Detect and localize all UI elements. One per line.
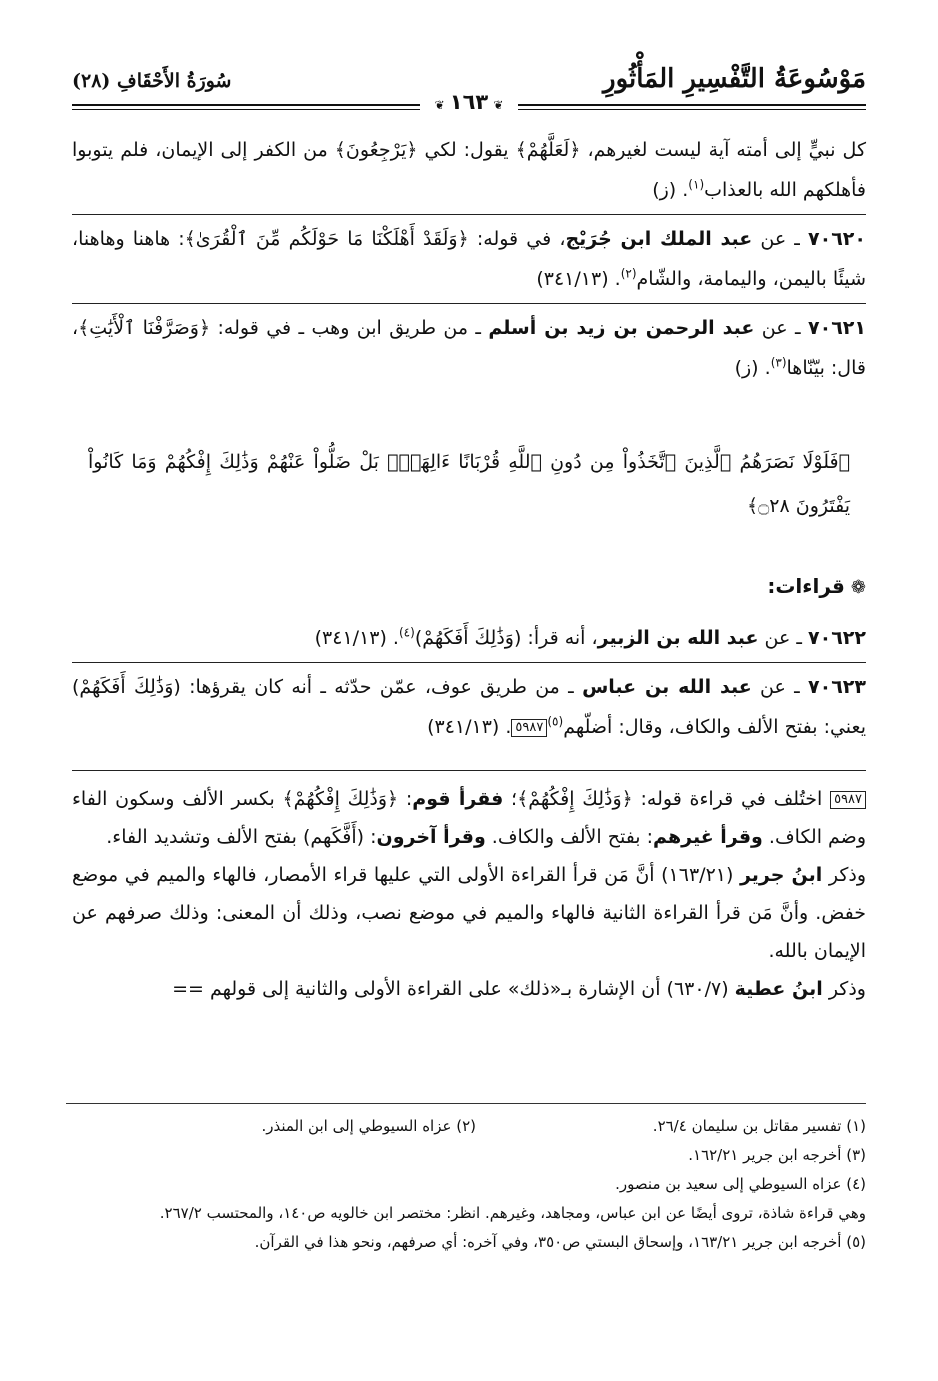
separator: [72, 303, 866, 304]
scholar-name: ابنُ عطية: [734, 978, 823, 1000]
quran-verse: ﴿فَلَوْلَا نَصَرَهُمُ ٱلَّذِينَ ٱتَّخَذُواْ مِن دُونِ ٱللَّهِ قُرْبَانًا ءَالِهَةَۢ بَلْ ضَلُّواْ عَنْهُمْ وَذَٰلِكَ إِفْكُهُمْ وَمَا كَانُواْ يَفْتَرُونَ ۝٢٨﴾: [88, 451, 850, 517]
footnote-ref[interactable]: (٤): [398, 625, 415, 640]
narrator-name: عبد الرحمن بن زيد بن أسلم: [488, 317, 755, 339]
narration-number: ٧٠٦٢٠: [808, 228, 866, 250]
footnote-5: (٥) أخرجه ابن جرير ١٦٣/٢١، وإسحاق البستي ص٣٥٠، وفي آخره: أي صرفهم، ونحو هذا في القرآن.: [254, 1233, 866, 1251]
footnote-rule: [66, 1103, 866, 1104]
narrator-name: عبد الله بن عباس: [582, 676, 752, 698]
section-heading: ❁قراءات:: [767, 574, 866, 598]
readings: [72, 618, 866, 747]
footnote-ref[interactable]: (٢): [620, 266, 637, 281]
commentary-paragraph-1: ٥٩٨٧ اختُلف في قراءة قوله: ﴿وَذَٰلِكَ إِفْكُهُمْ﴾؛ فقرأ قوم: ﴿وَذَٰلِكَ إِفْكُهُمْ﴾ بكسر الألف وسكون الفاء وضم الكاف. وقرأ غيرهم: بفتح الألف والكاف. وقرأ آخرون: (أَفَّكَهم) بفتح الألف وتشديد الفاء.: [72, 788, 866, 848]
paragraph-1: كل نبيٍّ إلى أمته آية ليست لغيرهم، ﴿لَعَلَّهُمْ﴾ يقول: لكي ﴿يَرْجِعُونَ﴾ من الكفر إلى الإيمان، فلم يتوبوا فأهلكهم الله بالعذاب$^{(١)}$. (ز): [72, 139, 866, 201]
narration-70621: ٧٠٦٢١ ـ عن عبد الرحمن بن زيد بن أسلم ـ من طريق ابن وهب ـ في قوله: ﴿وَصَرَّفْنَا ٱلْأَيَٰتِ﴾، قال: بيّنّاها$^{(٣)}$. (ز): [72, 317, 866, 379]
scholar-name: ابنُ جرير: [739, 864, 823, 886]
narration-number: ٧٠٦٢٣: [808, 676, 866, 698]
footnote-1: (١) تفسير مقاتل بن سليمان ٢٦/٤.: [652, 1117, 866, 1135]
book-title: مَوْسُوعَةُ التَّفْسِيرِ المَأْثُورِ: [603, 64, 866, 94]
page-number-block: [420, 88, 518, 116]
commentary-number-box: ٥٩٨٧: [830, 791, 866, 809]
narrator-name: عبد الملك ابن جُرَيْج: [565, 228, 753, 250]
ornament-icon: ❦: [434, 98, 445, 112]
narrator-name: عبد الله بن الزبير: [597, 627, 759, 649]
commentary-ref-box[interactable]: ٥٩٨٧: [511, 719, 547, 737]
separator: [72, 662, 866, 663]
page-number: ١٦٣: [449, 90, 489, 114]
narration-number: ٧٠٦٢١: [808, 317, 866, 339]
footnote-4: (٤) عزاه السيوطي إلى سعيد بن منصور.: [615, 1175, 866, 1193]
surah-title: سُورَةُ الأَحْقَافِ (٢٨): [72, 70, 232, 92]
narration-70622: ٧٠٦٢٢ ـ عن عبد الله بن الزبير، أنه قرأ: (وَذَٰلِكَ أَفَكَهُمْ)$^{(٤)}$. (٣٤١/١٣): [314, 625, 866, 649]
footnote-2: (٢) عزاه السيوطي إلى ابن المنذر.: [261, 1117, 476, 1135]
footnotes: [72, 1112, 866, 1257]
footnote-3: (٣) أخرجه ابن جرير ١٦٢/٢١.: [688, 1146, 866, 1164]
narration-70623: ٧٠٦٢٣ ـ عن عبد الله بن عباس ـ من طريق عوف، عمّن حدّثه ـ أنه كان يقرؤها: (وَذَٰلِكَ أَفَكَهُمْ) يعني: بفتح الألف والكاف، وقال: أضلّهم$^{(٥)}$٥٩٨٧. (٣٤١/١٣): [72, 676, 866, 738]
separator: [72, 214, 866, 215]
commentary-paragraph-3: وذكر ابنُ عطية (٦٣٠/٧) أن الإشارة بـ«ذلك» على القراءة الأولى والثانية إلى قولهم ==: [172, 978, 866, 1000]
footnote-ref[interactable]: (٣): [770, 355, 787, 370]
commentary-paragraph-2: وذكر ابنُ جرير (١٦٣/٢١) أنَّ مَن قرأ القراءة الأولى التي عليها قراء الأمصار، فالهاء والميم في موضع خفض. وأنَّ مَن قرأ القراءة الثانية فالهاء والميم في موضع نصب، وذلك أن المعنى: وذلك صرفهم عن الإيمان بالله.: [72, 864, 867, 962]
ornament-icon: ❦: [493, 98, 504, 112]
footnote-row: [72, 1112, 866, 1141]
main-text: [72, 130, 866, 388]
footnote-ref[interactable]: (١): [688, 177, 705, 192]
flower-icon: ❁: [850, 577, 866, 598]
commentary: [72, 780, 866, 1008]
narration-70620: ٧٠٦٢٠ ـ عن عبد الملك ابن جُرَيْج، في قوله: ﴿وَلَقَدْ أَهْلَكْنَا مَا حَوْلَكُم مِّنَ ٱلْقُرَىٰ﴾: هاهنا وهاهنا، شيئًا باليمن، واليمامة، والشّام$^{(٢)}$. (٣٤١/١٣): [72, 228, 866, 290]
commentary-rule: [72, 770, 866, 771]
narration-number: ٧٠٦٢٢: [808, 627, 866, 649]
footnote-ref[interactable]: (٥): [547, 714, 564, 729]
footnote-4-continued: وهي قراءة شاذة، تروى أيضًا عن ابن عباس، ومجاهد، وغيرهم. انظر: مختصر ابن خالويه ص١٤٠، والمحتسب ٢٦٧/٢.: [159, 1204, 866, 1222]
